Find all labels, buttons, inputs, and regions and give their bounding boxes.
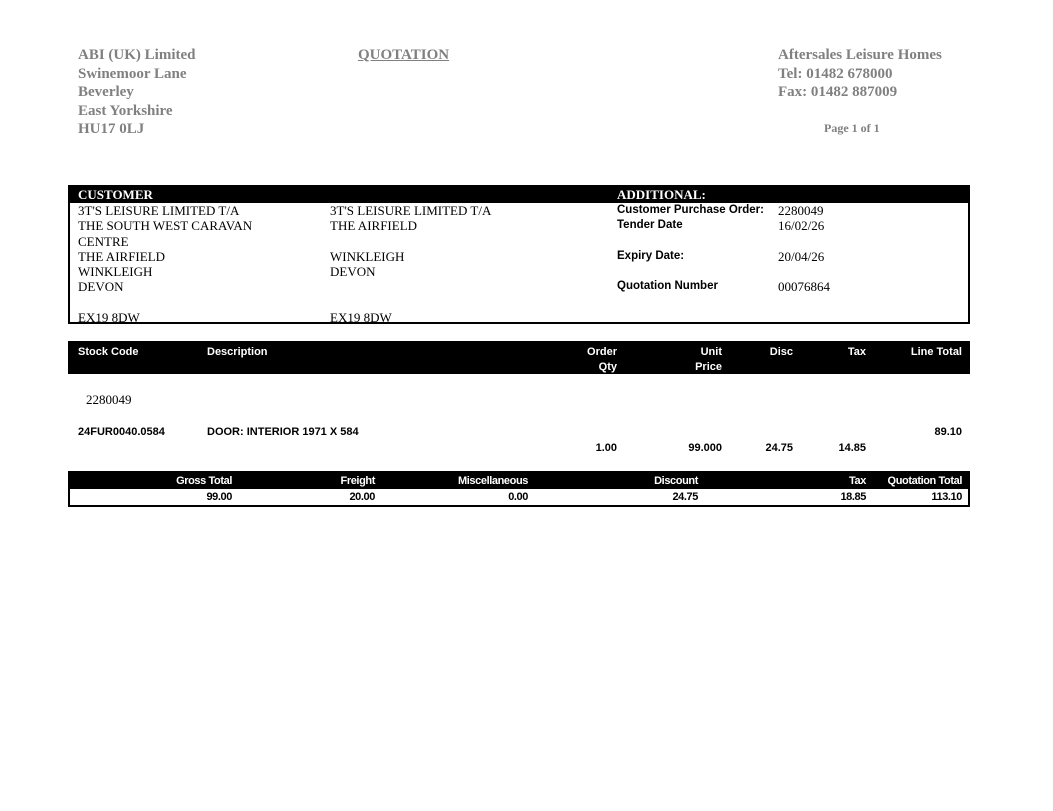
invoice-address-line — [78, 295, 252, 310]
customer-section-header-bar — [70, 187, 968, 203]
gross-total-label: Gross Total — [176, 475, 232, 487]
invoice-address-line: THE AIRFIELD — [78, 248, 166, 264]
tax-value: 18.85 — [840, 491, 866, 503]
invoice-address-line: WINKLEIGH — [78, 264, 153, 280]
delivery-address-line: 3T'S LEISURE LIMITED T/A — [330, 203, 492, 218]
invoice-address-postcode: EX19 8DW — [78, 310, 140, 326]
col-line-total: Line Total — [910, 346, 962, 358]
additional-values — [778, 203, 830, 295]
col-stock-code: Stock Code — [78, 346, 139, 358]
contact-tel: Tel: 01482 678000 — [778, 65, 893, 82]
contact-block — [778, 46, 942, 102]
company-name: ABI (UK) Limited — [78, 47, 196, 63]
invoice-address-line: CENTRE — [78, 233, 129, 249]
col-price: Price — [695, 361, 722, 373]
document-title: QUOTATION — [358, 47, 450, 63]
contact-department: Aftersales Leisure Homes — [778, 47, 942, 63]
tender-date-value: 16/02/26 — [778, 218, 825, 234]
quotation-total-value: 113.10 — [931, 491, 962, 503]
gross-total-value: 99.00 — [206, 491, 232, 503]
additional-label: Quotation Number — [617, 280, 718, 293]
totals-section — [68, 471, 970, 507]
miscellaneous-label: Miscellaneous — [458, 475, 528, 487]
invoice-address-line: DEVON — [78, 279, 124, 295]
quotation-total-label: Quotation Total — [887, 475, 962, 487]
delivery-address-line — [330, 295, 491, 310]
col-order: Order — [587, 346, 617, 358]
additional-label — [617, 264, 764, 279]
miscellaneous-value: 0.00 — [508, 491, 528, 503]
additional-label: Customer Purchase Order: — [617, 204, 764, 216]
col-unit: Unit — [700, 346, 722, 358]
freight-label: Freight — [340, 475, 375, 487]
invoice-address-line: THE SOUTH WEST CARAVAN — [78, 218, 253, 234]
additional-header: ADDITIONAL: — [617, 187, 706, 202]
discount-value: 24.75 — [672, 491, 698, 503]
additional-labels — [617, 203, 764, 295]
delivery-address-line — [330, 234, 491, 249]
col-tax: Tax — [847, 346, 866, 358]
customer-section — [68, 185, 970, 324]
delivery-address-line: THE AIRFIELD — [330, 218, 418, 234]
company-address-line: HU17 0LJ — [78, 121, 145, 138]
invoice-address — [78, 203, 252, 325]
col-description: Description — [207, 346, 268, 358]
company-address-line: Swinemoor Lane — [78, 65, 187, 82]
item-line-total: 89.10 — [934, 426, 962, 438]
contact-fax: Fax: 01482 887009 — [778, 84, 898, 101]
item-order-qty: 1.00 — [595, 442, 617, 454]
item-stock-code: 24FUR0040.0584 — [78, 426, 165, 438]
discount-label: Discount — [654, 475, 698, 487]
customer-header: CUSTOMER — [78, 187, 153, 202]
company-address-line: Beverley — [78, 84, 134, 101]
item-description: DOOR: INTERIOR 1971 X 584 — [207, 426, 359, 438]
delivery-address — [330, 203, 491, 325]
items-table-header — [68, 341, 970, 374]
expiry-date-value: 20/04/26 — [778, 248, 825, 264]
col-qty: Qty — [598, 361, 617, 373]
company-address-line: East Yorkshire — [78, 102, 173, 119]
item-disc: 24.75 — [765, 442, 793, 454]
freight-value: 20.00 — [349, 491, 375, 503]
item-tax: 14.85 — [838, 442, 866, 454]
customer-purchase-order-value: 2280049 — [778, 203, 824, 218]
additional-label: Tender Date — [617, 219, 683, 232]
item-unit-price: 99.000 — [688, 442, 722, 454]
quotation-number-value: 00076864 — [778, 279, 830, 295]
additional-label: Expiry Date: — [617, 249, 685, 262]
delivery-address-line — [330, 279, 491, 294]
col-disc: Disc — [769, 346, 793, 358]
tax-label: Tax — [849, 475, 866, 487]
page-indicator: Page 1 of 1 — [824, 121, 880, 135]
additional-label — [617, 234, 764, 249]
delivery-address-line: WINKLEIGH — [330, 248, 405, 264]
delivery-address-postcode: EX19 8DW — [330, 310, 392, 326]
order-reference: 2280049 — [86, 392, 132, 407]
company-address-block — [78, 46, 196, 139]
invoice-address-line: 3T'S LEISURE LIMITED T/A — [78, 203, 240, 218]
delivery-address-line: DEVON — [330, 264, 376, 280]
